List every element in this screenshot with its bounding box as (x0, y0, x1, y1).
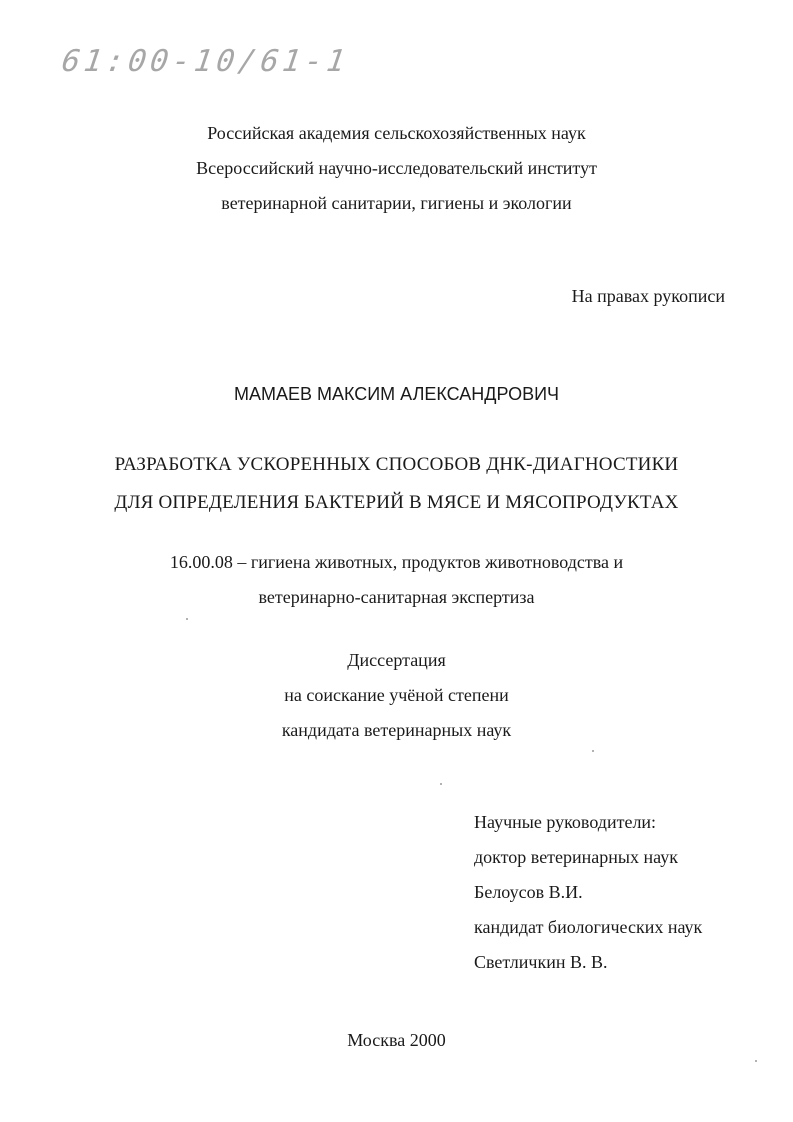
degree-line-2: на соискание учёной степени (284, 685, 509, 705)
organization-line-2: Всероссийский научно-исследовательский институт (196, 158, 597, 178)
supervisor-1-name: Белоусов В.И. (474, 882, 583, 902)
organization-line-3: ветеринарной санитарии, гигиены и экологии (221, 193, 572, 213)
organization-block (0, 116, 793, 221)
specialty-line-2: ветеринарно-санитарная экспертиза (258, 587, 535, 607)
specialty-block (0, 545, 793, 615)
supervisors-block (474, 805, 702, 980)
scan-speck (755, 1060, 757, 1062)
degree-line-1: Диссертация (347, 650, 446, 670)
supervisor-2-name: Светличкин В. В. (474, 952, 608, 972)
scan-speck (440, 783, 442, 785)
supervisor-1-degree: доктор ветеринарных наук (474, 847, 678, 867)
specialty-line-1: 16.00.08 – гигиена животных, продуктов животноводства и (169, 552, 624, 572)
handwritten-archive-number: 61:00-10/61-1 (59, 44, 352, 79)
degree-block (0, 643, 793, 748)
supervisor-2-degree: кандидат биологических наук (474, 917, 703, 937)
rights-note: На правах рукописи (571, 286, 725, 306)
scan-speck (186, 618, 188, 620)
dissertation-title (0, 446, 793, 522)
degree-line-3: кандидата ветеринарных наук (281, 720, 512, 740)
scan-speck (592, 750, 594, 752)
city-year: Москва 2000 (347, 1030, 446, 1050)
author-name: МАМАЕВ МАКСИМ АЛЕКСАНДРОВИЧ (233, 384, 560, 404)
title-line-2: ДЛЯ ОПРЕДЕЛЕНИЯ БАКТЕРИЙ В МЯСЕ И МЯСОПРОДУКТАХ (114, 492, 679, 513)
supervisors-heading: Научные руководители: (474, 812, 657, 832)
organization-line-1: Российская академия сельскохозяйственных наук (207, 123, 586, 143)
title-line-1: РАЗРАБОТКА УСКОРЕННЫХ СПОСОБОВ ДНК-ДИАГНОСТИКИ (114, 454, 679, 475)
